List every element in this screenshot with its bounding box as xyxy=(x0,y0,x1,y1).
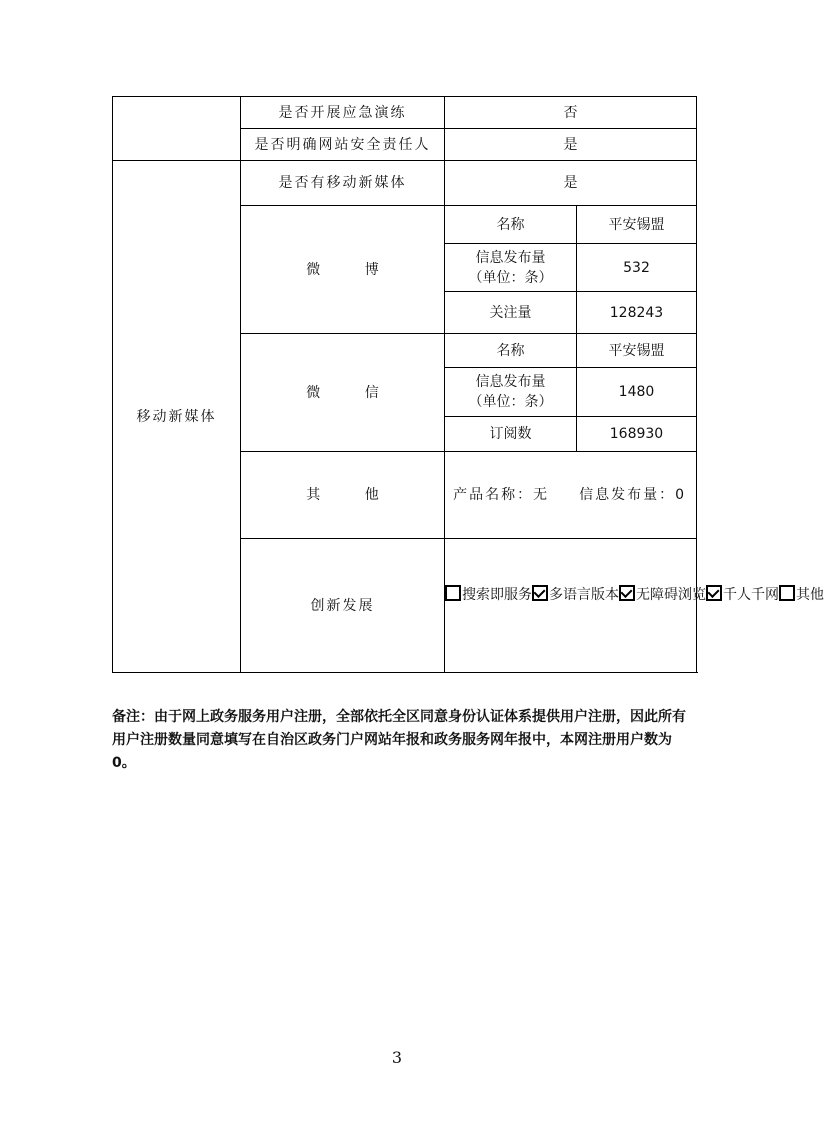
checkbox-icon[interactable] xyxy=(532,585,548,601)
option-label: 千人千网 xyxy=(723,587,779,603)
innovation-options xyxy=(445,539,824,673)
media-section-label: 移动新媒体 xyxy=(113,161,241,673)
option-label: 其他 xyxy=(796,587,824,603)
checkbox-icon[interactable] xyxy=(445,585,461,601)
innovation-option[interactable] xyxy=(619,585,706,605)
option-label: 无障碍浏览 xyxy=(636,587,706,603)
weibo-info-label xyxy=(445,244,577,292)
option-label: 多语言版本 xyxy=(549,587,619,603)
weibo-name: 平安锡盟 xyxy=(577,206,697,244)
security-owner-value: 是 xyxy=(445,129,697,161)
option-label: 搜索即服务 xyxy=(462,587,532,603)
checkbox-icon[interactable] xyxy=(779,585,795,601)
checkbox-icon[interactable] xyxy=(706,585,722,601)
has-media-label: 是否有移动新媒体 xyxy=(241,161,445,206)
innovation-option[interactable] xyxy=(532,585,619,605)
has-media-value: 是 xyxy=(445,161,697,206)
innovation-label: 创新发展 xyxy=(241,539,445,673)
innovation-option[interactable] xyxy=(779,585,824,605)
wechat-label: 微 信 xyxy=(241,334,445,452)
wechat-info-label-line2: （单位：条） xyxy=(468,394,553,410)
other-label: 其 他 xyxy=(241,452,445,539)
wechat-sub-label: 订阅数 xyxy=(445,417,577,452)
report-table xyxy=(112,96,824,673)
other-product: 产品名称：无 xyxy=(453,487,550,503)
weibo-follow-value: 128243 xyxy=(577,292,697,334)
drill-value: 否 xyxy=(445,97,697,129)
page-number: 3 xyxy=(391,1048,403,1067)
wechat-info-value: 1480 xyxy=(577,368,697,417)
drill-label: 是否开展应急演练 xyxy=(241,97,445,129)
wechat-sub-value: 168930 xyxy=(577,417,697,452)
wechat-name: 平安锡盟 xyxy=(577,334,697,368)
remark-note: 备注：由于网上政务服务用户注册，全部依托全区同意身份认证体系提供用户注册，因此所有用户注册数量同意填写在自治区政务门户网站年报和政务服务网年报中，本网注册用户数为 0。 xyxy=(112,709,686,771)
other-value-cell xyxy=(445,452,697,539)
wechat-info-label xyxy=(445,368,577,417)
weibo-info-label-line1: 信息发布量 xyxy=(475,249,546,266)
weibo-follow-label: 关注量 xyxy=(445,292,577,334)
other-info: 信息发布量：0 xyxy=(579,487,686,503)
innovation-option[interactable] xyxy=(706,585,779,605)
weibo-info-value: 532 xyxy=(577,244,697,292)
innovation-option[interactable] xyxy=(445,585,532,605)
wechat-info-label-line1: 信息发布量 xyxy=(475,374,546,390)
checkbox-icon[interactable] xyxy=(619,585,635,601)
security-owner-label: 是否明确网站安全责任人 xyxy=(241,129,445,161)
weibo-info-label-line2: （单位：条） xyxy=(468,269,553,286)
wechat-name-label: 名称 xyxy=(445,334,577,368)
security-section-cell xyxy=(113,97,241,161)
weibo-label: 微 博 xyxy=(241,206,445,334)
weibo-name-label: 名称 xyxy=(445,206,577,244)
